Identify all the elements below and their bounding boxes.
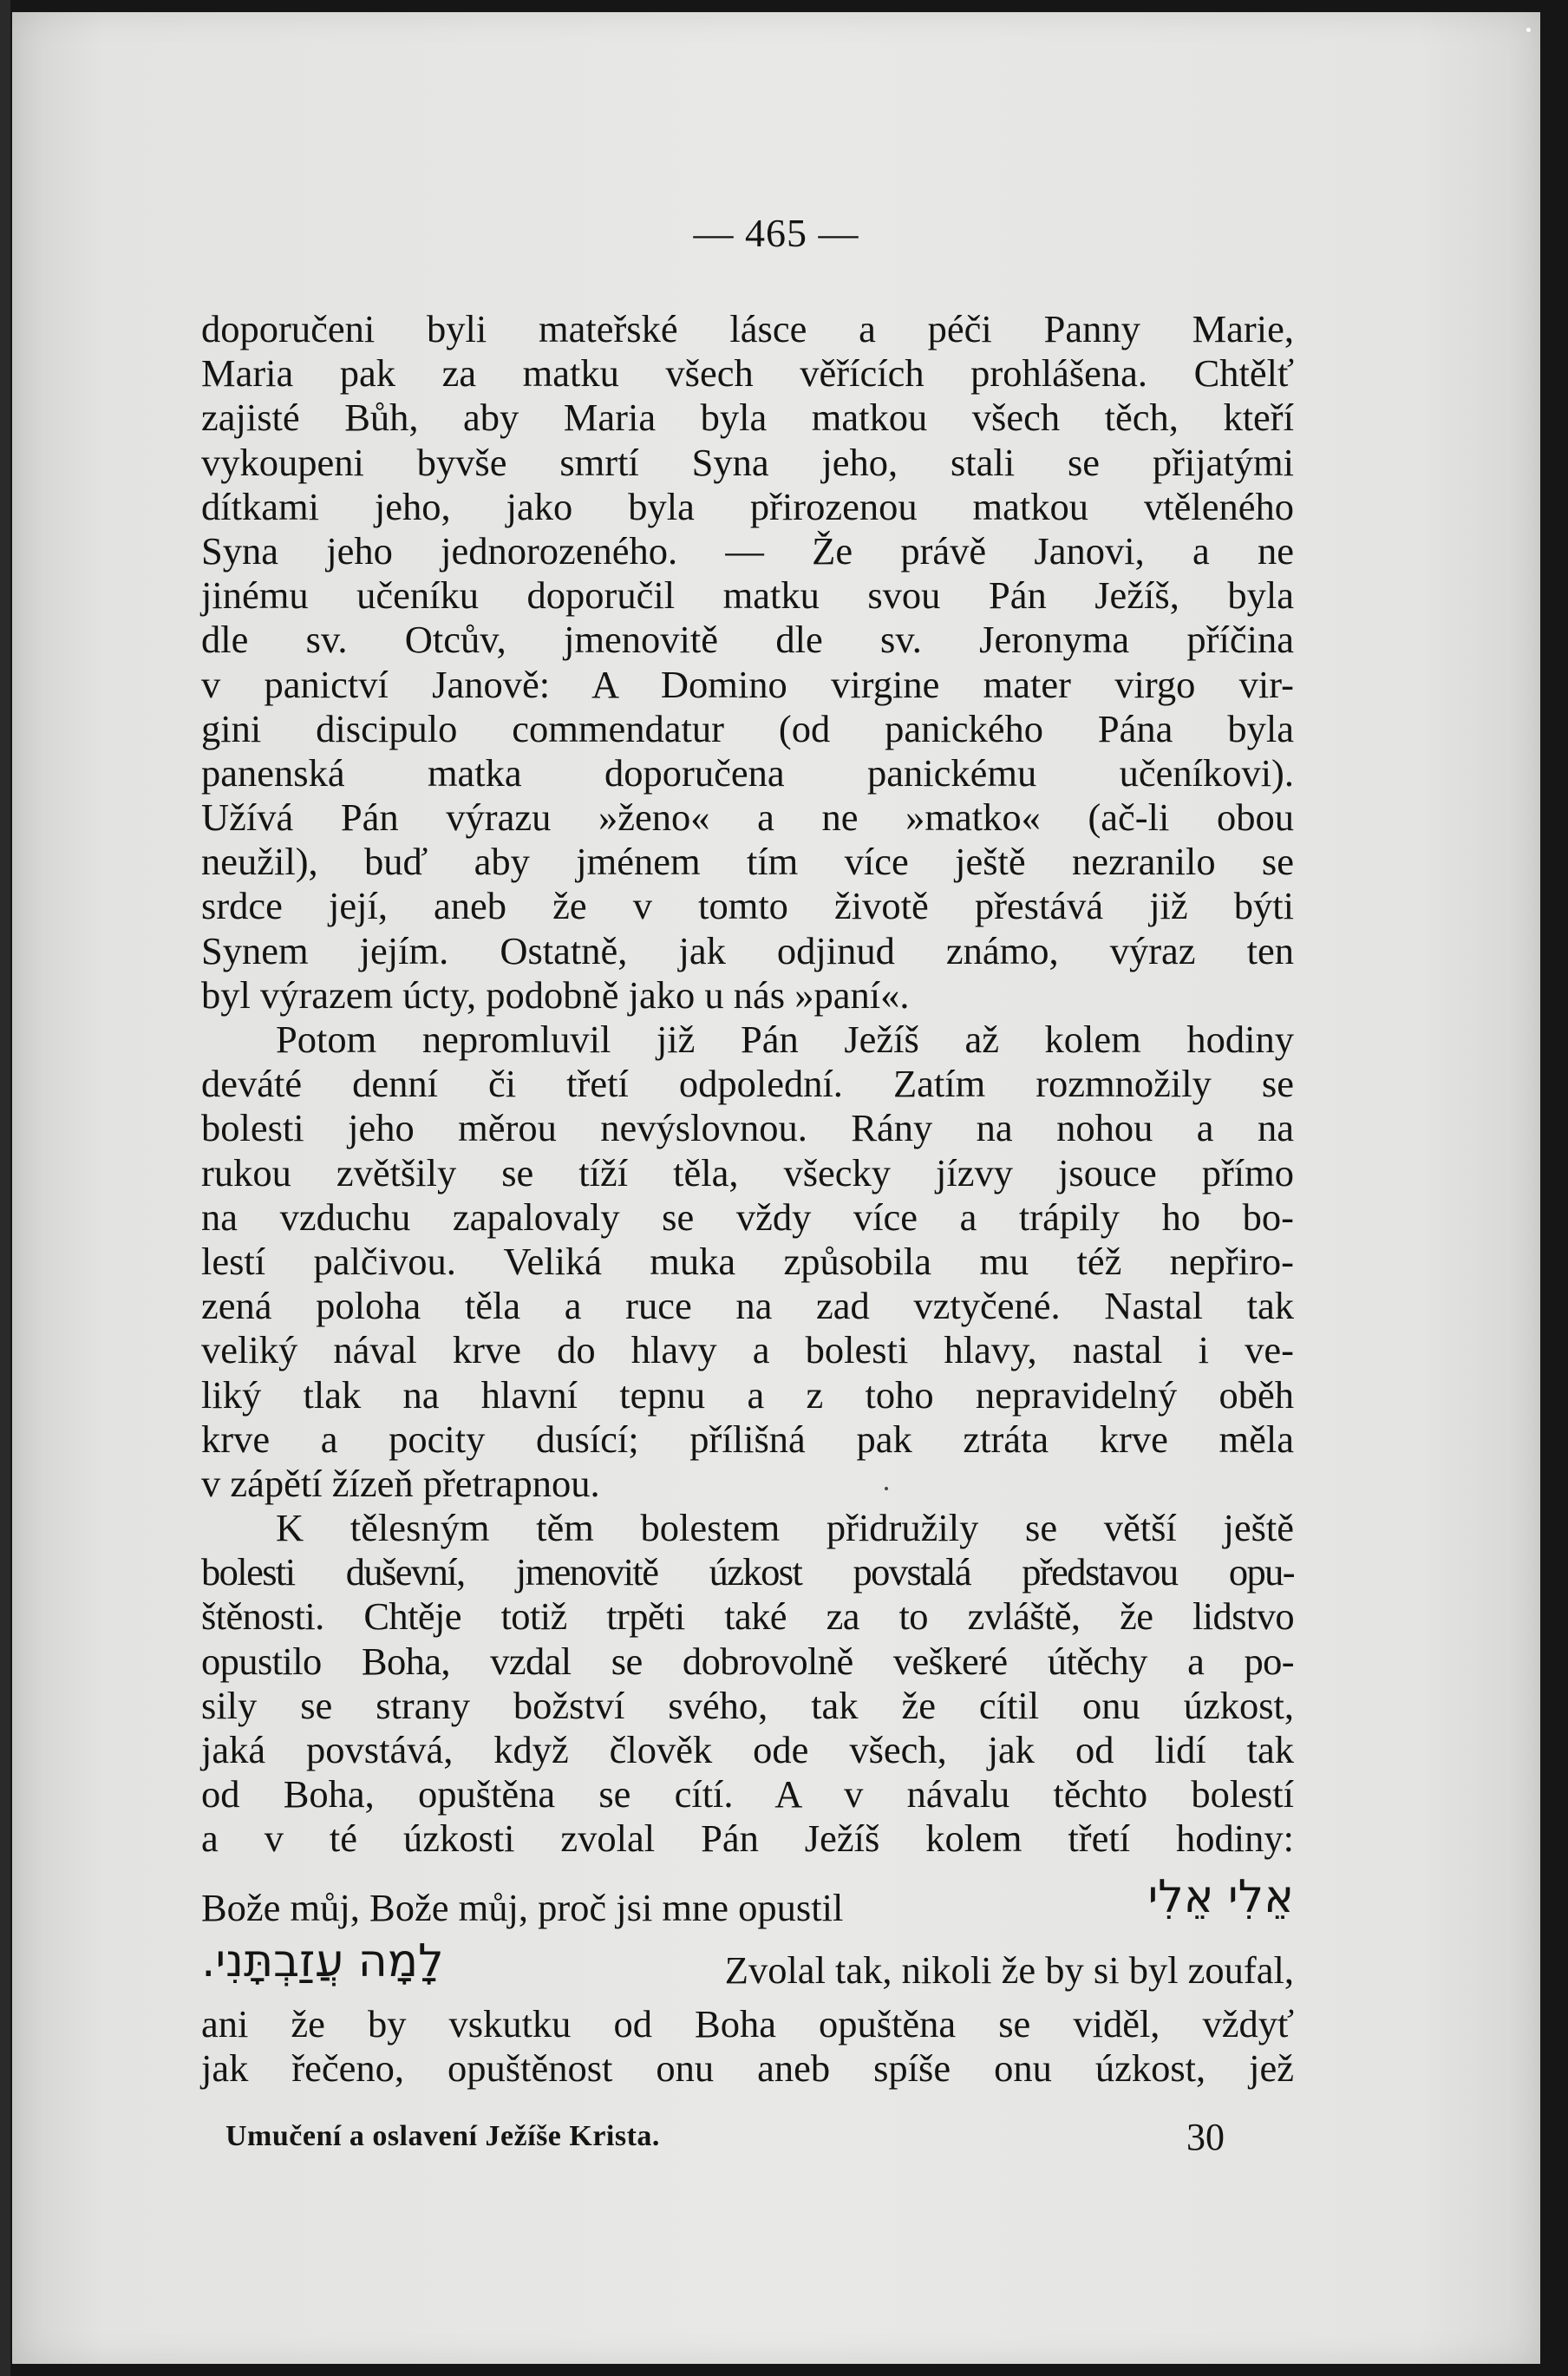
- hebrew-line-2-text: Zvolal tak, nikoli že by si byl zoufal,: [724, 1947, 1294, 1992]
- paragraph-3: [201, 1506, 1294, 1862]
- text-line: v zápětí žízeň přetrapnou.: [201, 1461, 600, 1505]
- text-line: liký tlak na hlavní tepnu a z toho nepravidelný oběh: [201, 1372, 1294, 1417]
- text-line: doporučeni byli mateřské lásce a péči Panny Marie,: [201, 307, 1294, 350]
- text-line: štěnosti. Chtěje totiž trpěti také za to zvláště, že lidstvo: [201, 1594, 1294, 1639]
- scan-speck: [1526, 28, 1531, 32]
- hebrew-lama-azavtani: לָמָה עֲזַבְתָּנִי.: [201, 1934, 444, 1987]
- hebrew-quote-line-2: [201, 1936, 1294, 2002]
- text-line: bolesti jeho měrou nevýslovnou. Rány na nohou a na: [201, 1106, 1294, 1150]
- text-line: od Boha, opuštěna se cítí. A v návalu těchto bolestí: [201, 1772, 1294, 1816]
- text-line: jinému učeníku doporučil matku svou Pán Ježíš, byla: [201, 573, 1294, 618]
- text-line: a v té úzkosti zvolal Pán Ježíš kolem třetí hodiny:: [201, 1816, 1294, 1861]
- body-text: [201, 307, 1294, 2091]
- text-line: rukou zvětšily se tíží těla, všecky jízvy jsouce přímo: [201, 1150, 1294, 1195]
- hebrew-eli-eli: אֵלִי אֵלִי: [1147, 1870, 1294, 1923]
- paragraph-2: [201, 1018, 1294, 1506]
- text-line: Užívá Pán výrazu »ženo« a ne »matko« (ač-li obou: [201, 795, 1294, 840]
- text-line: zená poloha těla a ruce na zad vztyčené. Nastal tak: [201, 1284, 1294, 1328]
- text-line: srdce její, aneb že v tomto životě přestává již býti: [201, 884, 1294, 928]
- text-line: v panictví Janově: A Domino virgine mater virgo vir-: [201, 662, 1294, 706]
- text-line: opustilo Boha, vzdal se dobrovolně veškeré útěchy a po-: [201, 1639, 1294, 1683]
- text-line: panenská matka doporučena panickému učeníkovi).: [201, 750, 1294, 795]
- text-line: ani že by vskutku od Boha opuštěna se viděl, vždyť: [201, 2001, 1294, 2045]
- text-line: krve a pocity dusící; přílišná pak ztráta krve měla: [201, 1417, 1294, 1461]
- text-line: na vzduchu zapalovaly se vždy více a trápily ho bo-: [201, 1195, 1294, 1239]
- text-line: lestí palčivou. Veliká muka způsobila mu též nepřiro-: [201, 1239, 1294, 1283]
- book-spine-edge: [0, 0, 10, 2376]
- hebrew-quote-line-1: [201, 1870, 1294, 1936]
- footer-book-title: Umučení a oslavení Ježíše Krista.: [225, 2120, 660, 2152]
- text-line: zajisté Bůh, aby Maria byla matkou všech těch, kteří: [201, 396, 1294, 440]
- text-line: Synem jejím. Ostatně, jak odjinud známo, výraz ten: [201, 928, 1294, 972]
- text-line: dítkami jeho, jako byla přirozenou matkou vtěleného: [201, 484, 1294, 528]
- text-line: K tělesným těm bolestem přidružily se větší ještě: [276, 1506, 1294, 1550]
- footer-sheet-number: 30: [1186, 2116, 1225, 2158]
- text-line: vykoupeni byvše smrtí Syna jeho, stali se přijatými: [201, 440, 1294, 484]
- text-line: dle sv. Otcův, jmenovitě dle sv. Jeronyma příčina: [201, 618, 1294, 662]
- paragraph-1: [201, 307, 1294, 1018]
- text-line: Potom nepromluvil již Pán Ježíš až kolem hodiny: [276, 1018, 1294, 1061]
- page-number-header: — 465 —: [693, 211, 859, 255]
- text-line: veliký nával krve do hlavy a bolesti hlavy, nastal i ve-: [201, 1328, 1294, 1372]
- text-line: gini discipulo commendatur (od panického Pána byla: [201, 706, 1294, 750]
- text-line: jak řečeno, opuštěnost onu aneb spíše onu úzkost, jež: [201, 2045, 1294, 2090]
- text-line: deváté denní či třetí odpolední. Zatím rozmnožily se: [201, 1062, 1294, 1106]
- text-line: sily se strany božství svého, tak že cítil onu úzkost,: [201, 1683, 1294, 1727]
- book-page: [12, 12, 1540, 2364]
- scan-speck: [885, 1487, 888, 1490]
- text-line: jaká povstává, když člověk ode všech, jak od lidí tak: [201, 1728, 1294, 1771]
- paragraph-4: [201, 2002, 1294, 2091]
- text-line: neužil), buď aby jménem tím více ještě nezranilo se: [201, 840, 1294, 884]
- text-line: Maria pak za matku všech věřících prohlášena. Chtělť: [201, 351, 1294, 396]
- text-line: bolesti duševní, jmenovitě úzkost povstalá představou opu-: [201, 1550, 1294, 1594]
- text-line: Syna jeho jednorozeného. — Že právě Janovi, a ne: [201, 528, 1294, 573]
- hebrew-line-1-text: Bože můj, Bože můj, proč jsi mne opustil: [201, 1885, 844, 1929]
- text-line: byl výrazem úcty, podobně jako u nás »paní«.: [201, 972, 910, 1017]
